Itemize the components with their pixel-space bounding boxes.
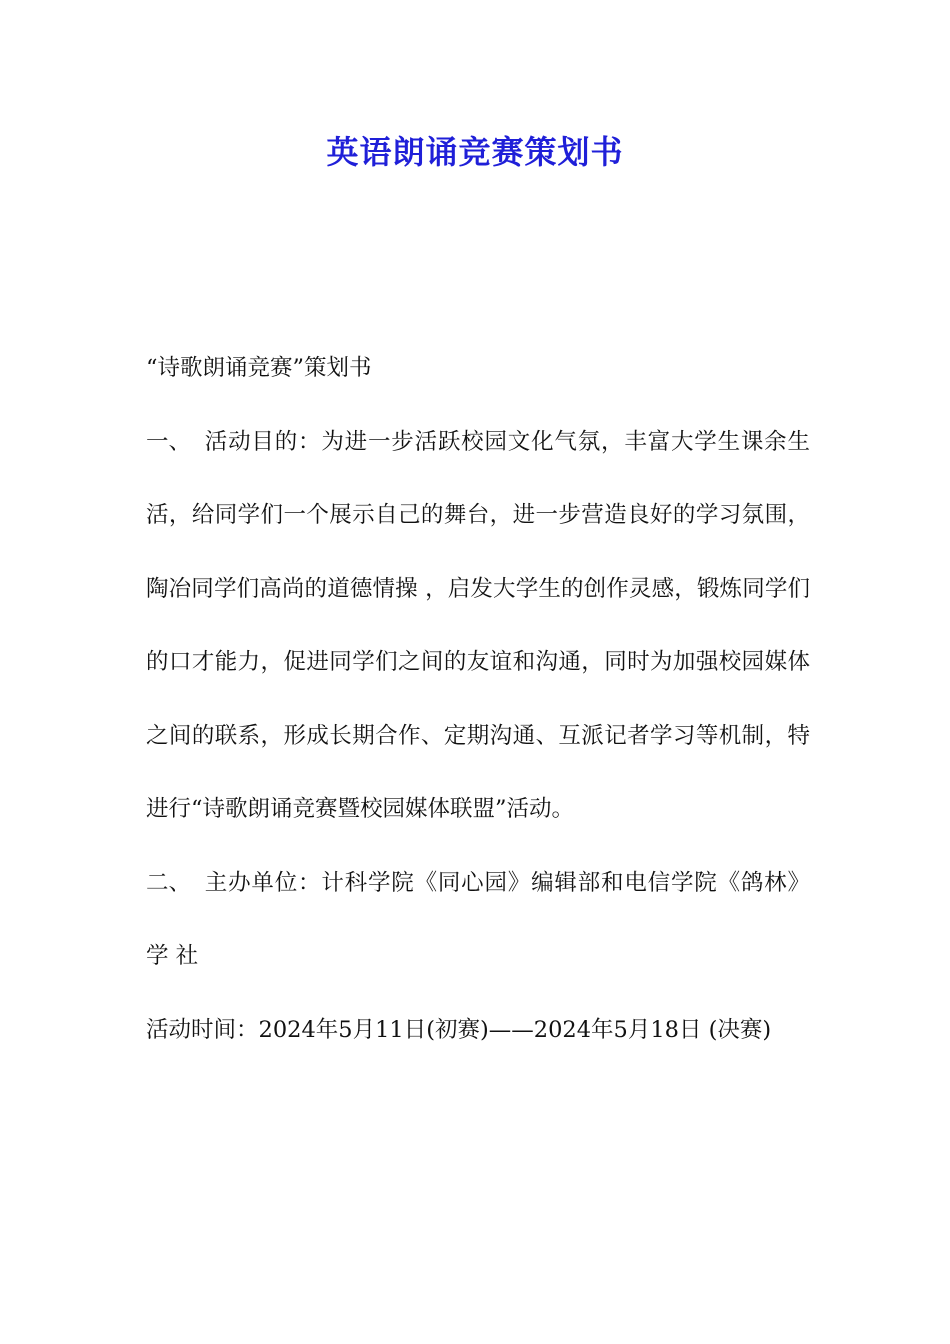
section-text: 活动目的：为进一步活跃校园文化气氛，丰富大学生课余生活，给同学们一个展示自己的舞台，进一步营造良好的学习氛围，陶冶同学们高尚的道德情操 ，启发大学生的创作灵感，锻炼同学们的口才能力，促进同学们之间的友谊和沟通，同时为加强校园媒体之间的联系，形成长期合作、定期沟通、互派记者学习等机制，特进行“诗歌朗诵竞赛暨校园媒体联盟”活动。 (146, 428, 810, 822)
section-purpose (146, 406, 810, 847)
section-number: 一、 (146, 428, 192, 455)
section-organizer (146, 847, 810, 994)
section-text: 主办单位：计科学院《同心园》编辑部和电信学院《鸽林》学 社 (146, 869, 810, 969)
document-subtitle: “诗歌朗诵竞赛”策划书 (146, 355, 372, 381)
document-body (146, 332, 810, 1067)
activity-time: 活动时间：2024年5月11日(初赛)——2024年5月18日 (决赛) (146, 1016, 772, 1043)
document-title: 英语朗诵竞赛策划书 (326, 133, 624, 171)
section-number: 二、 (146, 869, 192, 896)
